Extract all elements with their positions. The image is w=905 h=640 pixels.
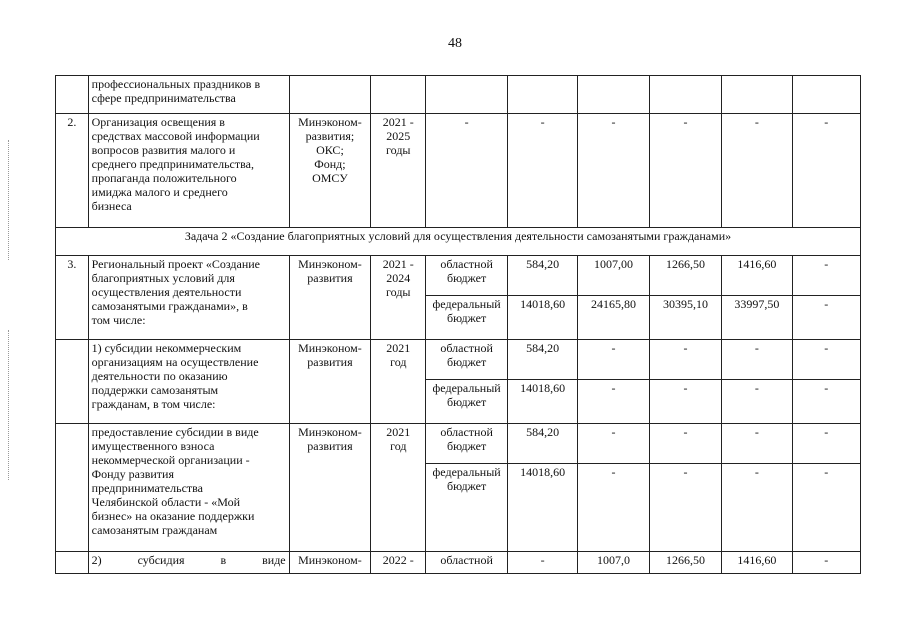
- value-cell: 1266,50: [649, 552, 721, 574]
- value-cell: -: [649, 340, 721, 380]
- period-line: годы: [386, 285, 411, 299]
- description-line: благоприятных условий для: [91, 271, 235, 285]
- value-cell: 33997,50: [722, 296, 792, 340]
- value-cell: -: [578, 340, 649, 380]
- value-cell: [507, 76, 577, 114]
- value-cell: 584,20: [507, 424, 577, 464]
- description-line: средствах массовой информации: [91, 129, 260, 143]
- row-description: 2) субсидия в виде: [88, 552, 289, 574]
- source-line: бюджет: [446, 311, 487, 325]
- row-period: 2022 -: [371, 552, 426, 574]
- value-cell: 14018,60: [507, 296, 577, 340]
- row-source: [426, 296, 508, 340]
- plan-table: [55, 75, 861, 574]
- table-row: [56, 424, 861, 464]
- row-executor: [289, 424, 371, 552]
- description-line: пропаганда положительного: [91, 171, 237, 185]
- description-line: некоммерческой организации -: [91, 453, 250, 467]
- value-cell: -: [649, 464, 721, 552]
- value-cell: -: [578, 114, 649, 228]
- value-cell: -: [722, 424, 792, 464]
- value-cell: 584,20: [507, 256, 577, 296]
- value-cell: -: [792, 464, 860, 552]
- description-line: сфере предпринимательства: [91, 91, 236, 105]
- description-line: бизнеса: [91, 199, 132, 213]
- executor-line: Минэконом-: [298, 115, 362, 129]
- value-cell: 584,20: [507, 340, 577, 380]
- row-executor: Минэконом-: [289, 552, 371, 574]
- row-period: [371, 76, 426, 114]
- row-number: [56, 424, 89, 552]
- description-line: Организация освещения в: [91, 115, 225, 129]
- value-cell: -: [792, 340, 860, 380]
- row-source: областной: [426, 552, 508, 574]
- row-period: [371, 114, 426, 228]
- row-number: [56, 552, 89, 574]
- value-cell: -: [507, 552, 577, 574]
- row-number: 2.: [56, 114, 89, 228]
- row-description: [88, 76, 289, 114]
- executor-line: развития: [307, 439, 353, 453]
- row-period: [371, 256, 426, 340]
- value-cell: -: [649, 424, 721, 464]
- description-line: организациям на осуществление: [91, 355, 259, 369]
- description-line: поддержки самозанятым: [91, 383, 219, 397]
- row-number: [56, 76, 89, 114]
- value-cell: -: [792, 380, 860, 424]
- value-cell: -: [722, 464, 792, 552]
- period-line: 2021 -: [382, 257, 414, 271]
- table-row: [56, 256, 861, 296]
- row-source: [426, 76, 508, 114]
- description-line: бизнес» на оказание поддержки: [91, 509, 255, 523]
- value-cell: 1416,60: [722, 552, 792, 574]
- source-line: бюджет: [446, 439, 487, 453]
- period-line: 2024: [386, 271, 411, 285]
- description-line: Челябинской области - «Мой: [91, 495, 241, 509]
- period-line: год: [390, 439, 407, 453]
- row-executor: [289, 114, 371, 228]
- row-description: [88, 256, 289, 340]
- value-cell: 1416,60: [722, 256, 792, 296]
- value-cell: -: [722, 340, 792, 380]
- value-cell: -: [792, 296, 860, 340]
- value-cell: 1007,00: [578, 256, 649, 296]
- task-header-row: [56, 228, 861, 256]
- period-line: 2025: [386, 129, 411, 143]
- row-description: [88, 424, 289, 552]
- value-cell: -: [578, 464, 649, 552]
- source-line: бюджет: [446, 271, 487, 285]
- value-cell: -: [792, 552, 860, 574]
- period-line: год: [390, 355, 407, 369]
- value-cell: -: [792, 424, 860, 464]
- source-line: бюджет: [446, 355, 487, 369]
- row-executor: [289, 340, 371, 424]
- description-line: имущественного взноса: [91, 439, 215, 453]
- row-period: [371, 424, 426, 552]
- source-line: федеральный: [432, 465, 501, 479]
- source-line: федеральный: [432, 297, 501, 311]
- row-number: 3.: [56, 256, 89, 340]
- row-executor: [289, 76, 371, 114]
- description-line: профессиональных праздников в: [91, 77, 261, 91]
- margin-line-top: [8, 140, 9, 260]
- value-cell: -: [507, 114, 577, 228]
- value-cell: -: [649, 114, 721, 228]
- description-line: осуществления деятельности: [91, 285, 242, 299]
- description-line: гражданам, в том числе:: [91, 397, 216, 411]
- row-source: [426, 380, 508, 424]
- table-row: [56, 76, 861, 114]
- row-description: [88, 340, 289, 424]
- table-row: [56, 552, 861, 574]
- row-description: [88, 114, 289, 228]
- task-title: Задача 2 «Создание благоприятных условий для осуществления деятельности самозанятыми гражданами»: [56, 228, 861, 256]
- value-cell: 1266,50: [649, 256, 721, 296]
- description-line: имиджа малого и среднего: [91, 185, 228, 199]
- value-cell: -: [578, 380, 649, 424]
- value-cell: [722, 76, 792, 114]
- value-cell: 1007,0: [578, 552, 649, 574]
- margin-line-bottom: [8, 330, 9, 480]
- row-executor: [289, 256, 371, 340]
- row-source: -: [426, 114, 508, 228]
- row-source: [426, 340, 508, 380]
- description-line: предпринимательства: [91, 481, 203, 495]
- executor-line: Минэконом-: [298, 425, 362, 439]
- period-line: 2021 -: [382, 115, 414, 129]
- source-line: бюджет: [446, 395, 487, 409]
- executor-line: Минэконом-: [298, 341, 362, 355]
- source-line: областной: [440, 425, 493, 439]
- value-cell: [792, 76, 860, 114]
- row-source: [426, 424, 508, 464]
- description-line: Региональный проект «Создание: [91, 257, 260, 271]
- description-line: среднего предпринимательства,: [91, 157, 254, 171]
- description-line: Фонду развития: [91, 467, 174, 481]
- row-source: [426, 464, 508, 552]
- description-line: самозанятыми гражданами», в: [91, 299, 248, 313]
- page-number: 48: [448, 36, 462, 51]
- source-line: областной: [440, 341, 493, 355]
- value-cell: 30395,10: [649, 296, 721, 340]
- source-line: областной: [440, 257, 493, 271]
- row-number: [56, 340, 89, 424]
- period-line: 2021: [386, 341, 411, 355]
- value-cell: 14018,60: [507, 464, 577, 552]
- value-cell: [578, 76, 649, 114]
- executor-line: ОКС;: [316, 143, 344, 157]
- table-row: [56, 114, 861, 228]
- executor-line: Минэконом-: [298, 257, 362, 271]
- description-line: деятельности по оказанию: [91, 369, 228, 383]
- executor-line: развития: [307, 355, 353, 369]
- description-line: предоставление субсидии в виде: [91, 425, 259, 439]
- value-cell: -: [722, 114, 792, 228]
- executor-line: развития: [307, 271, 353, 285]
- period-line: годы: [386, 143, 411, 157]
- row-source: [426, 256, 508, 296]
- source-line: бюджет: [446, 479, 487, 493]
- value-cell: 24165,80: [578, 296, 649, 340]
- period-line: 2021: [386, 425, 411, 439]
- value-cell: 14018,60: [507, 380, 577, 424]
- value-cell: -: [792, 256, 860, 296]
- value-cell: -: [792, 114, 860, 228]
- executor-line: Фонд;: [314, 157, 346, 171]
- description-line: вопросов развития малого и: [91, 143, 236, 157]
- value-cell: -: [578, 424, 649, 464]
- description-line: самозанятым гражданам: [91, 523, 218, 537]
- executor-line: ОМСУ: [312, 171, 348, 185]
- table-row: [56, 340, 861, 380]
- value-cell: -: [722, 380, 792, 424]
- value-cell: [649, 76, 721, 114]
- description-line: 1) субсидии некоммерческим: [91, 341, 242, 355]
- executor-line: развития;: [305, 129, 355, 143]
- row-period: [371, 340, 426, 424]
- source-line: федеральный: [432, 381, 501, 395]
- description-line: том числе:: [91, 313, 146, 327]
- value-cell: -: [649, 380, 721, 424]
